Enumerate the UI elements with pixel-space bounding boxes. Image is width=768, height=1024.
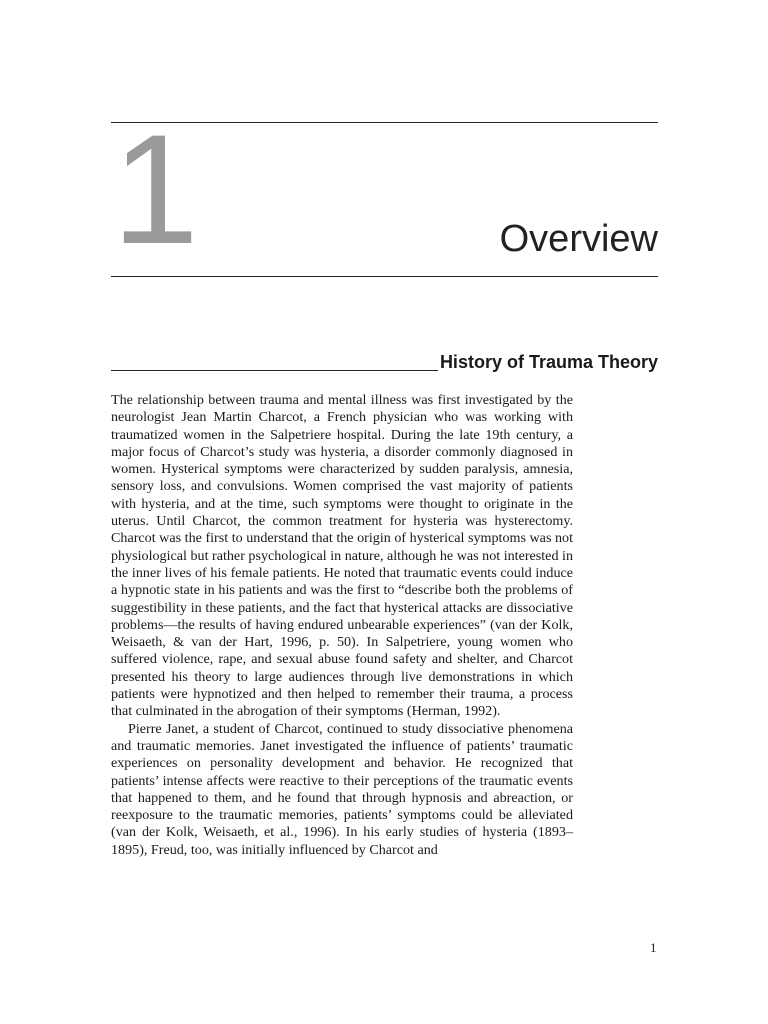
chapter-number: 1 bbox=[112, 103, 199, 277]
body-text bbox=[111, 392, 573, 859]
heading-leader-line bbox=[111, 370, 438, 371]
chapter-title: Overview bbox=[499, 218, 658, 260]
page-number: 1 bbox=[650, 940, 657, 955]
section-heading-text: History of Trauma Theory bbox=[439, 352, 658, 372]
section-heading bbox=[111, 352, 658, 374]
bottom-rule bbox=[111, 276, 658, 277]
paragraph: The relationship between trauma and mental illness was first investigated by the neurologist Jean Martin Charcot, a French physician who was working with traumatized women in the Salpetriere hospital. During the late 19th century, a major focus of Charcot’s study was hysteria, a disorder commonly diagnosed in women. Hysterical symptoms were characterized by sudden paralysis, amnesia, sensory loss, and convulsions. Women comprised the vast majority of patients with hysteria, and at the time, such symptoms were thought to originate in the uterus. Until Charcot, the common treatment for hysteria was hysterectomy. Charcot was the first to understand that the origin of hysterical symptoms was not physiological but rather psychological in nature, although he was not interested in the inner lives of his female patients. He noted that traumatic events could induce a hypnotic state in his patients and was the first to “describe both the problems of suggestibility in these patients, and the fact that hysterical attacks are dissociative problems—the results of having endured unbearable experiences” (van der Kolk, Weisaeth, & van der Hart, 1996, p. 50). In Salpetriere, young women who suffered violence, rape, and sexual abuse found safety and shelter, and Charcot presented his theory to large audiences through live demonstrations in which patients were hypnotized and then helped to remember their trauma, a process that culminated in the abrogation of their symptoms (Herman, 1992). bbox=[111, 392, 573, 720]
paragraph: Pierre Janet, a student of Charcot, continued to study dissociative phenomena and traumatic memories. Janet investigated the influence of patients’ traumatic experiences on personality development and behavior. He recognized that patients’ intense affects were reactive to their perceptions of the traumatic events that happened to them, and he found that through hypnosis and abreaction, or reexposure to the traumatic memories, patients’ symptoms could be alleviated (van der Kolk, Weisaeth, et al., 1996). In his early studies of hysteria (1893–1895), Freud, too, was initially influenced by Charcot and bbox=[111, 720, 573, 858]
